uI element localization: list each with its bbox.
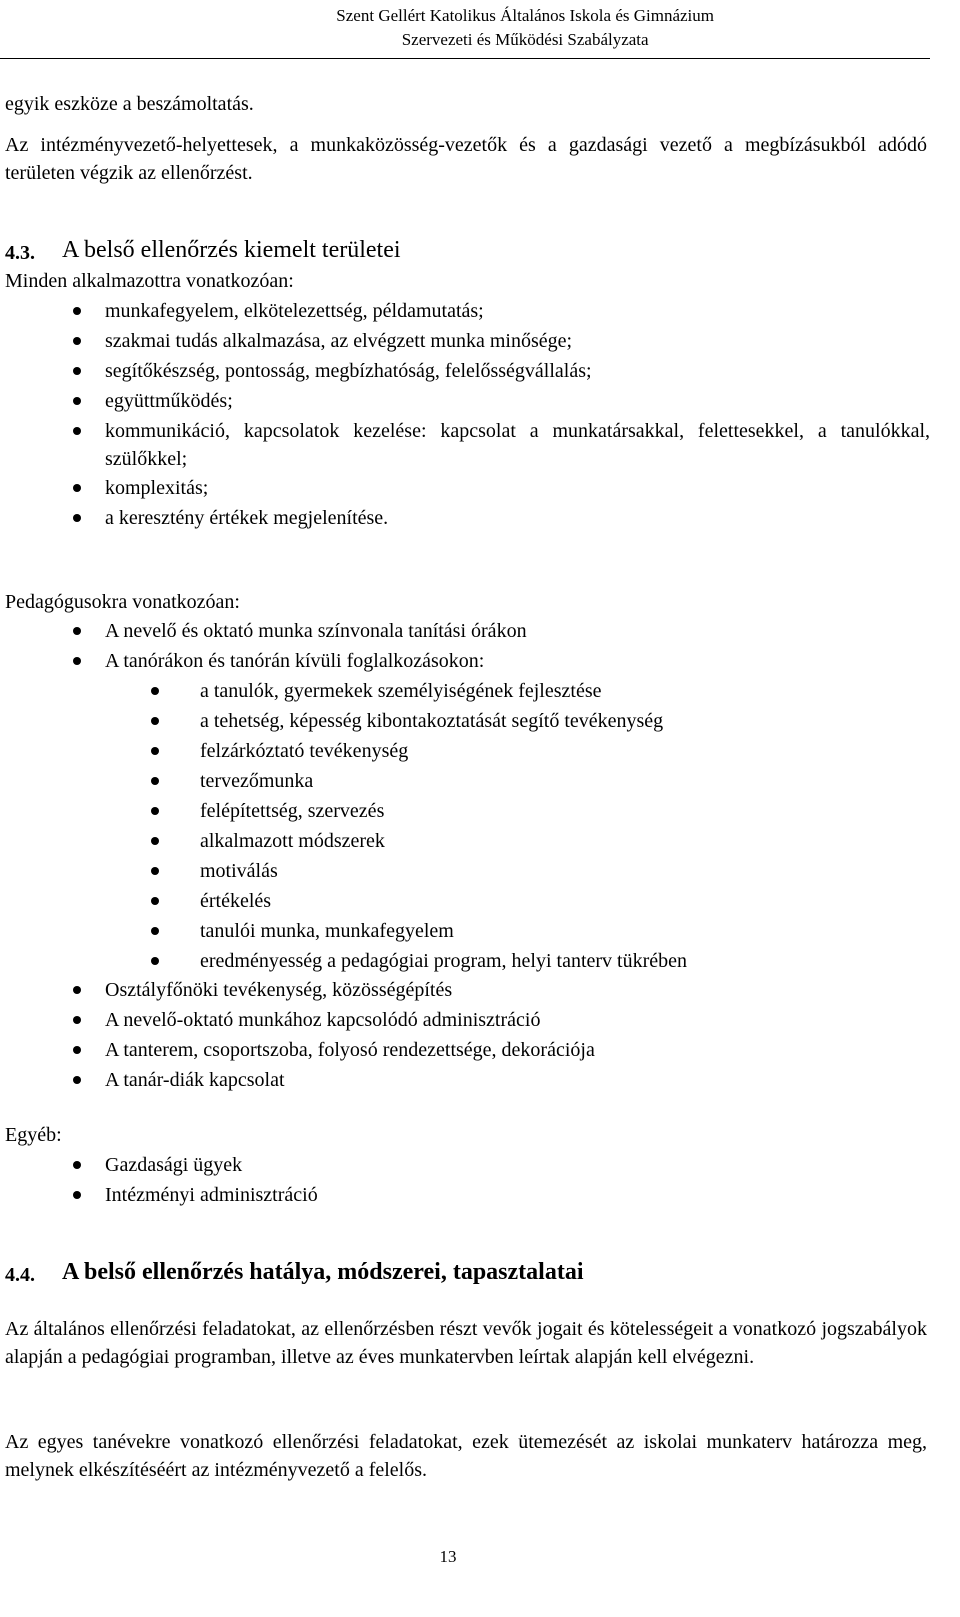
list-item: a keresztény értékek megjelenítése. xyxy=(105,503,930,533)
list-item: A nevelő-oktató munkához kapcsolódó adminisztráció xyxy=(105,1005,930,1035)
page-header xyxy=(336,4,714,52)
header-school-name: Szent Gellért Katolikus Általános Iskola és Gimnázium xyxy=(336,6,714,25)
section-4-3-number: 4.3. xyxy=(5,242,35,264)
bullet-icon xyxy=(73,1191,81,1199)
section-4-4-paragraph-1: Az általános ellenőrzési feladatokat, az ellenőrzésben részt vevők jogait és kötelességeit a vonatkozó jogszabályok alapján a pedagógiai programban, illetve az éves munkatervben leírtak alapján kell elvégezni. xyxy=(5,1318,927,1368)
list-item: szakmai tudás alkalmazása, az elvégzett munka minősége; xyxy=(105,326,930,356)
bullet-icon xyxy=(151,747,159,755)
list-item: motiválás xyxy=(200,856,930,886)
list-item: a tehetség, képesség kibontakoztatását segítő tevékenység xyxy=(200,706,930,736)
bullet-icon xyxy=(73,307,81,315)
section-4-3-title: A belső ellenőrzés kiemelt területei xyxy=(62,237,401,263)
bullet-icon xyxy=(73,427,81,435)
list-item: A tanár-diák kapcsolat xyxy=(105,1065,930,1095)
bullet-icon xyxy=(151,957,159,965)
list-item: munkafegyelem, elkötelezettség, példamutatás; xyxy=(105,296,930,326)
other-list xyxy=(105,1150,930,1210)
bullet-icon xyxy=(151,807,159,815)
list-item: tervezőmunka xyxy=(200,766,930,796)
list-item: felépítettség, szervezés xyxy=(200,796,930,826)
list-item: Intézményi adminisztráció xyxy=(105,1180,930,1210)
bullet-icon xyxy=(73,397,81,405)
lessons-sublist xyxy=(200,676,930,976)
section-4-4-paragraph-2: Az egyes tanévekre vonatkozó ellenőrzési feladatokat, ezek ütemezését az iskolai munkaterv határozza meg, melynek elkészítéséért az intézményvezető a felelős. xyxy=(5,1431,927,1481)
bullet-icon xyxy=(73,1076,81,1084)
list-item: kommunikáció, kapcsolatok kezelése: kapcsolat a munkatársakkal, felettesekkel, a tanulókkal, szülőkkel; xyxy=(105,416,930,473)
list-item: segítőkészség, pontosság, megbízhatóság, felelősségvállalás; xyxy=(105,356,930,386)
teachers-label: Pedagógusokra vonatkozóan: xyxy=(5,591,240,613)
header-divider xyxy=(0,58,930,59)
section-4-4-number: 4.4. xyxy=(5,1264,35,1286)
intro-line: egyik eszköze a beszámoltatás. xyxy=(5,93,254,115)
bullet-icon xyxy=(151,687,159,695)
bullet-icon xyxy=(151,717,159,725)
list-item: eredményesség a pedagógiai program, helyi tanterv tükrében xyxy=(200,946,930,976)
list-item: komplexitás; xyxy=(105,473,930,503)
list-item: felzárkóztató tevékenység xyxy=(200,736,930,766)
bullet-icon xyxy=(73,1161,81,1169)
intro-paragraph: Az intézményvezető-helyettesek, a munkaközösség-vezetők és a gazdasági vezető a megbízásukból adódó területen végzik az ellenőrzést. xyxy=(5,134,927,184)
bullet-icon xyxy=(73,1016,81,1024)
bullet-icon xyxy=(151,927,159,935)
bullet-icon xyxy=(151,777,159,785)
list-item: együttműködés; xyxy=(105,386,930,416)
bullet-icon xyxy=(151,897,159,905)
other-label: Egyéb: xyxy=(5,1124,62,1146)
all-staff-label: Minden alkalmazottra vonatkozóan: xyxy=(5,270,294,292)
bullet-icon xyxy=(73,484,81,492)
list-item: A nevelő és oktató munka színvonala tanítási órákon xyxy=(105,616,930,646)
bullet-icon xyxy=(151,867,159,875)
header-document-title: Szervezeti és Működési Szabályzata xyxy=(401,30,649,49)
bullet-icon xyxy=(73,627,81,635)
bullet-icon xyxy=(73,367,81,375)
section-4-4-title: A belső ellenőrzés hatálya, módszerei, tapasztalatai xyxy=(62,1259,584,1285)
list-item: A tanterem, csoportszoba, folyosó rendezettsége, dekorációja xyxy=(105,1035,930,1065)
list-item: tanulói munka, munkafegyelem xyxy=(200,916,930,946)
list-item: Gazdasági ügyek xyxy=(105,1150,930,1180)
bullet-icon xyxy=(73,1046,81,1054)
bullet-icon xyxy=(73,514,81,522)
list-item: alkalmazott módszerek xyxy=(200,826,930,856)
bullet-icon xyxy=(73,986,81,994)
all-staff-list xyxy=(105,296,930,533)
list-item: értékelés xyxy=(200,886,930,916)
bullet-icon xyxy=(151,837,159,845)
teachers-list-bottom xyxy=(105,975,930,1095)
teachers-list-top xyxy=(105,616,930,676)
list-item: a tanulók, gyermekek személyiségének fejlesztése xyxy=(200,676,930,706)
bullet-icon xyxy=(73,657,81,665)
bullet-icon xyxy=(73,337,81,345)
list-item: A tanórákon és tanórán kívüli foglalkozásokon: xyxy=(105,646,930,676)
page-number: 13 xyxy=(439,1547,457,1566)
list-item: Osztályfőnöki tevékenység, közösségépítés xyxy=(105,975,930,1005)
